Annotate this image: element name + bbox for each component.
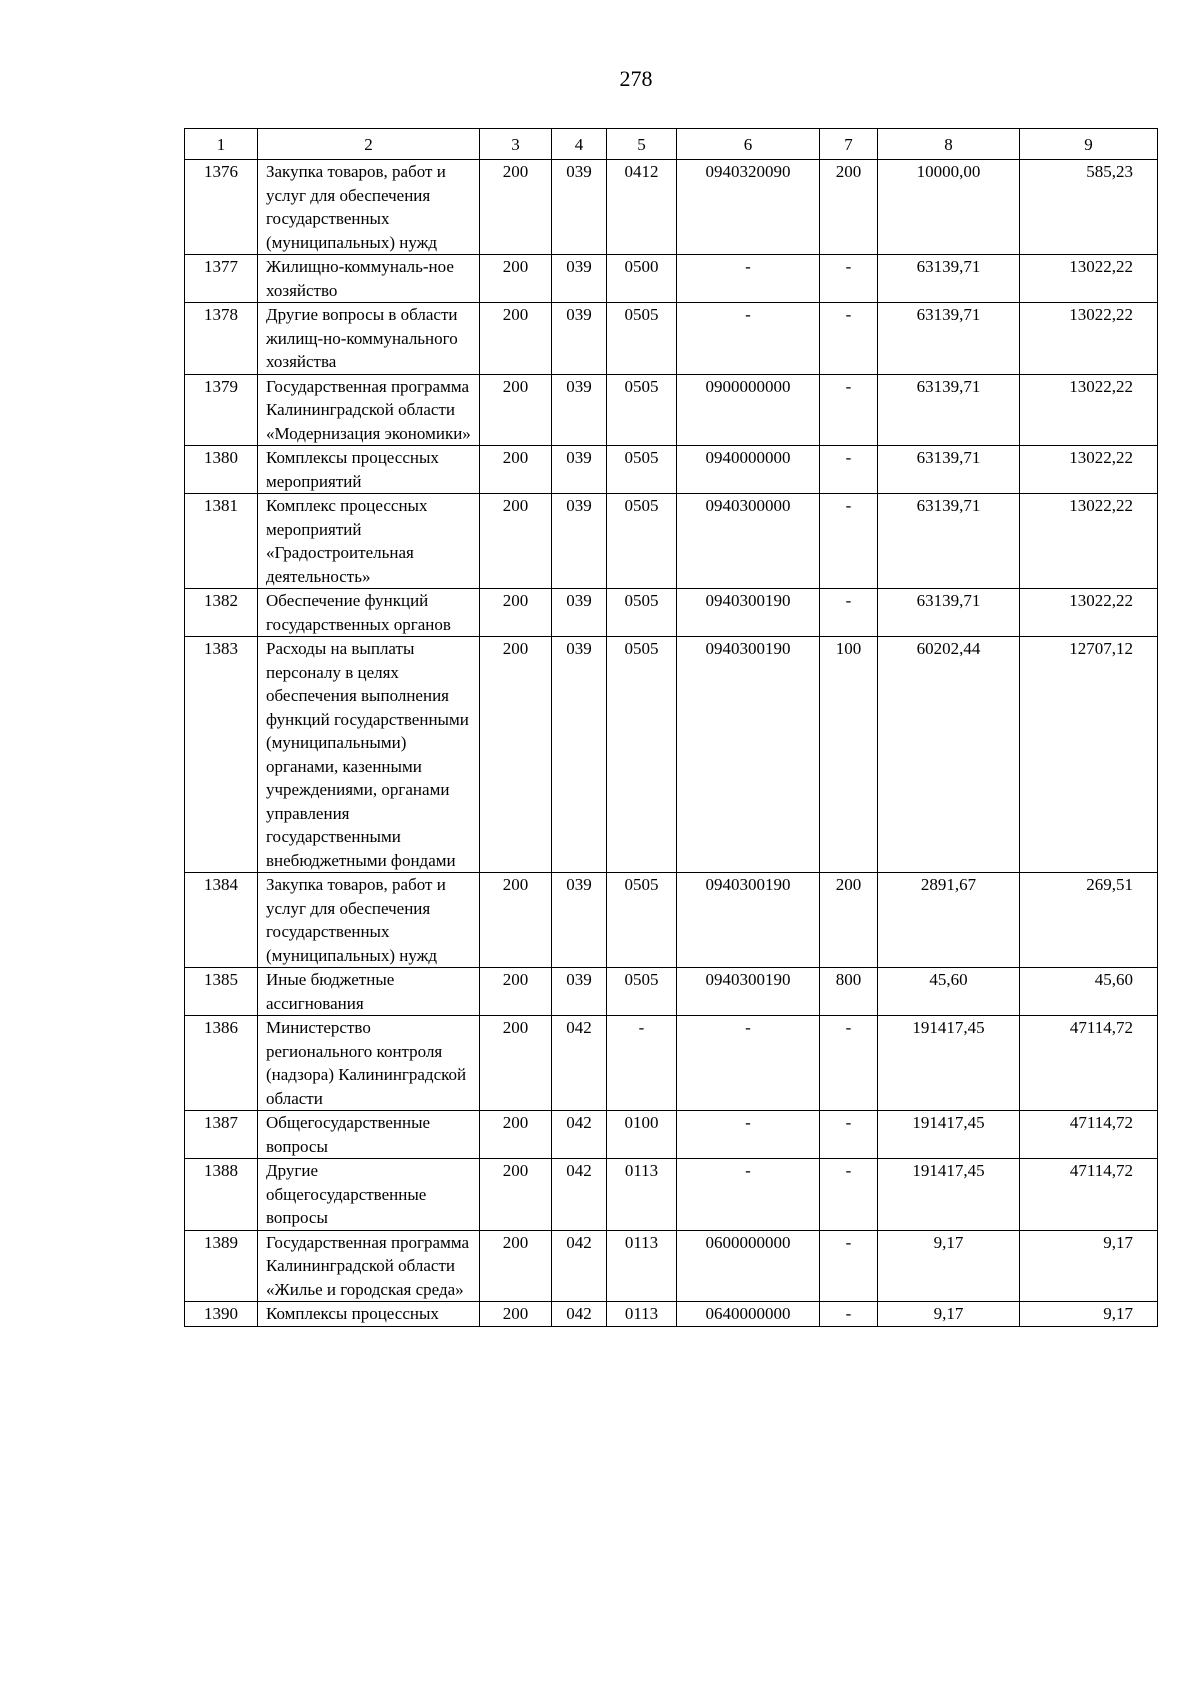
cell-col8: 63139,71 [878, 589, 1020, 637]
cell-col5: 0505 [607, 446, 677, 494]
row-name: Другие вопросы в области жилищ-но-коммунального хозяйства [258, 303, 480, 375]
cell-col6: - [677, 1111, 820, 1159]
cell-col3: 200 [480, 1230, 552, 1302]
page-number: 278 [619, 66, 653, 91]
row-name: Закупка товаров, работ и услуг для обеспечения государственных (муниципальных) нужд [258, 160, 480, 255]
row-name: Государственная программа Калининградской области «Жилье и городская среда» [258, 1230, 480, 1302]
column-header: 6 [677, 129, 820, 160]
cell-col8: 191417,45 [878, 1111, 1020, 1159]
table-row [185, 303, 1158, 375]
cell-col9: 269,51 [1020, 873, 1158, 968]
cell-col8: 63139,71 [878, 494, 1020, 589]
cell-col5: 0505 [607, 374, 677, 446]
cell-col4: 039 [552, 374, 607, 446]
cell-col3: 200 [480, 873, 552, 968]
row-number: 1380 [185, 446, 258, 494]
row-number: 1387 [185, 1111, 258, 1159]
cell-col8: 60202,44 [878, 637, 1020, 873]
row-name: Государственная программа Калининградской области «Модернизация экономики» [258, 374, 480, 446]
cell-col4: 042 [552, 1111, 607, 1159]
cell-col6: 0940300190 [677, 968, 820, 1016]
cell-col6: 0940300190 [677, 637, 820, 873]
cell-col9: 47114,72 [1020, 1111, 1158, 1159]
cell-col4: 039 [552, 160, 607, 255]
cell-col7: - [820, 303, 878, 375]
cell-col6: - [677, 303, 820, 375]
cell-col4: 039 [552, 255, 607, 303]
cell-col7: - [820, 1111, 878, 1159]
cell-col4: 039 [552, 446, 607, 494]
cell-col6: 0640000000 [677, 1302, 820, 1327]
table-row [185, 637, 1158, 873]
cell-col9: 12707,12 [1020, 637, 1158, 873]
cell-col7: 800 [820, 968, 878, 1016]
row-number: 1386 [185, 1016, 258, 1111]
cell-col7: 200 [820, 160, 878, 255]
cell-col7: - [820, 446, 878, 494]
row-number: 1384 [185, 873, 258, 968]
cell-col9: 9,17 [1020, 1230, 1158, 1302]
budget-table [184, 128, 1158, 1327]
table-row [185, 873, 1158, 968]
cell-col8: 63139,71 [878, 255, 1020, 303]
table-row [185, 968, 1158, 1016]
row-number: 1388 [185, 1159, 258, 1231]
row-number: 1385 [185, 968, 258, 1016]
row-number: 1390 [185, 1302, 258, 1327]
cell-col8: 63139,71 [878, 446, 1020, 494]
row-number: 1377 [185, 255, 258, 303]
cell-col9: 45,60 [1020, 968, 1158, 1016]
row-name: Расходы на выплаты персоналу в целях обеспечения выполнения функций государственными (муниципальными) органами, казенными учреждениями, органами управления государственными внебюджетными фондами [258, 637, 480, 873]
cell-col5: 0113 [607, 1230, 677, 1302]
cell-col6: 0940300000 [677, 494, 820, 589]
cell-col6: 0940300190 [677, 589, 820, 637]
cell-col3: 200 [480, 446, 552, 494]
cell-col8: 45,60 [878, 968, 1020, 1016]
cell-col9: 13022,22 [1020, 589, 1158, 637]
cell-col4: 042 [552, 1230, 607, 1302]
row-name: Иные бюджетные ассигнования [258, 968, 480, 1016]
cell-col7: - [820, 1159, 878, 1231]
cell-col8: 191417,45 [878, 1016, 1020, 1111]
cell-col8: 2891,67 [878, 873, 1020, 968]
table-row [185, 255, 1158, 303]
cell-col9: 13022,22 [1020, 255, 1158, 303]
cell-col4: 039 [552, 303, 607, 375]
cell-col6: - [677, 1159, 820, 1231]
row-name: Жилищно-коммуналь-ное хозяйство [258, 255, 480, 303]
column-header: 5 [607, 129, 677, 160]
cell-col8: 9,17 [878, 1230, 1020, 1302]
cell-col8: 191417,45 [878, 1159, 1020, 1231]
cell-col7: - [820, 494, 878, 589]
cell-col5: 0412 [607, 160, 677, 255]
cell-col4: 039 [552, 589, 607, 637]
cell-col6: 0940300190 [677, 873, 820, 968]
cell-col8: 9,17 [878, 1302, 1020, 1327]
row-number: 1376 [185, 160, 258, 255]
cell-col7: 100 [820, 637, 878, 873]
cell-col5: 0505 [607, 494, 677, 589]
table-row [185, 1016, 1158, 1111]
row-name: Другие общегосударственные вопросы [258, 1159, 480, 1231]
cell-col9: 47114,72 [1020, 1016, 1158, 1111]
row-number: 1378 [185, 303, 258, 375]
cell-col8: 63139,71 [878, 374, 1020, 446]
row-number: 1383 [185, 637, 258, 873]
cell-col3: 200 [480, 1159, 552, 1231]
cell-col7: - [820, 1016, 878, 1111]
row-number: 1379 [185, 374, 258, 446]
row-name: Комплекс процессных мероприятий «Градостроительная деятельность» [258, 494, 480, 589]
cell-col4: 042 [552, 1016, 607, 1111]
cell-col3: 200 [480, 637, 552, 873]
cell-col3: 200 [480, 589, 552, 637]
cell-col9: 13022,22 [1020, 374, 1158, 446]
table-header-row [185, 129, 1158, 160]
cell-col5: 0113 [607, 1159, 677, 1231]
cell-col6: 0940000000 [677, 446, 820, 494]
cell-col7: 200 [820, 873, 878, 968]
table-row [185, 1159, 1158, 1231]
cell-col4: 039 [552, 637, 607, 873]
cell-col4: 042 [552, 1159, 607, 1231]
table-row [185, 1302, 1158, 1327]
cell-col3: 200 [480, 1111, 552, 1159]
row-number: 1382 [185, 589, 258, 637]
table-row [185, 589, 1158, 637]
table-row [185, 494, 1158, 589]
column-header: 1 [185, 129, 258, 160]
row-number: 1389 [185, 1230, 258, 1302]
row-number: 1381 [185, 494, 258, 589]
cell-col9: 9,17 [1020, 1302, 1158, 1327]
cell-col3: 200 [480, 255, 552, 303]
cell-col4: 039 [552, 494, 607, 589]
cell-col5: 0505 [607, 589, 677, 637]
cell-col9: 585,23 [1020, 160, 1158, 255]
cell-col4: 039 [552, 968, 607, 1016]
column-header: 7 [820, 129, 878, 160]
cell-col6: - [677, 1016, 820, 1111]
row-name: Министерство регионального контроля (надзора) Калининградской области [258, 1016, 480, 1111]
cell-col4: 042 [552, 1302, 607, 1327]
cell-col5: 0113 [607, 1302, 677, 1327]
cell-col7: - [820, 374, 878, 446]
cell-col3: 200 [480, 374, 552, 446]
cell-col5: 0505 [607, 968, 677, 1016]
cell-col3: 200 [480, 1302, 552, 1327]
table-row [185, 160, 1158, 255]
column-header: 9 [1020, 129, 1158, 160]
row-name: Обеспечение функций государственных органов [258, 589, 480, 637]
cell-col6: - [677, 255, 820, 303]
row-name: Комплексы процессных мероприятий [258, 446, 480, 494]
cell-col3: 200 [480, 160, 552, 255]
row-name: Комплексы процессных [258, 1302, 480, 1327]
cell-col3: 200 [480, 494, 552, 589]
cell-col3: 200 [480, 1016, 552, 1111]
cell-col7: - [820, 255, 878, 303]
cell-col5: 0505 [607, 637, 677, 873]
row-name: Общегосударственные вопросы [258, 1111, 480, 1159]
cell-col5: 0100 [607, 1111, 677, 1159]
cell-col7: - [820, 1302, 878, 1327]
table-row [185, 374, 1158, 446]
column-header: 3 [480, 129, 552, 160]
table-row [185, 1230, 1158, 1302]
cell-col5: 0505 [607, 303, 677, 375]
cell-col9: 13022,22 [1020, 446, 1158, 494]
cell-col5: 0505 [607, 873, 677, 968]
column-header: 2 [258, 129, 480, 160]
table-row [185, 1111, 1158, 1159]
cell-col7: - [820, 589, 878, 637]
cell-col5: - [607, 1016, 677, 1111]
cell-col9: 47114,72 [1020, 1159, 1158, 1231]
cell-col4: 039 [552, 873, 607, 968]
column-header: 8 [878, 129, 1020, 160]
cell-col9: 13022,22 [1020, 494, 1158, 589]
cell-col6: 0940320090 [677, 160, 820, 255]
cell-col5: 0500 [607, 255, 677, 303]
cell-col6: 0900000000 [677, 374, 820, 446]
column-header: 4 [552, 129, 607, 160]
cell-col8: 63139,71 [878, 303, 1020, 375]
cell-col8: 10000,00 [878, 160, 1020, 255]
cell-col6: 0600000000 [677, 1230, 820, 1302]
row-name: Закупка товаров, работ и услуг для обеспечения государственных (муниципальных) нужд [258, 873, 480, 968]
cell-col9: 13022,22 [1020, 303, 1158, 375]
cell-col3: 200 [480, 303, 552, 375]
cell-col3: 200 [480, 968, 552, 1016]
cell-col7: - [820, 1230, 878, 1302]
table-row [185, 446, 1158, 494]
